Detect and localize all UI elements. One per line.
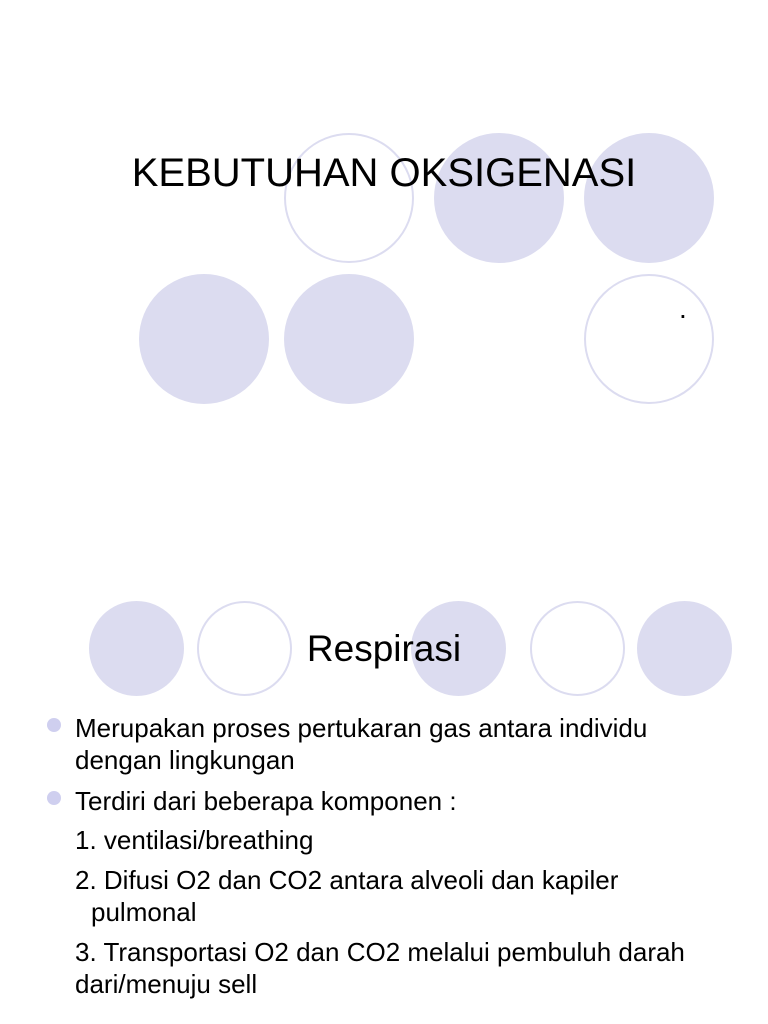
slide-subtitle: . xyxy=(679,293,687,324)
list-item xyxy=(75,824,715,856)
list-item-text: Terdiri dari beberapa komponen : xyxy=(75,786,457,816)
decor-circle-outline xyxy=(584,274,714,404)
list-item xyxy=(75,864,715,928)
decor-circle-filled xyxy=(284,274,414,404)
list-item-text-continued: pulmonal xyxy=(91,897,197,927)
list-item-text: Merupakan proses pertukaran gas antara individu dengan lingkungan xyxy=(75,713,648,775)
list-item xyxy=(75,785,715,817)
content-slide xyxy=(0,512,768,1024)
list-item-text: 3. Transportasi O2 dan CO2 melalui pembuluh darah dari/menuju sell xyxy=(75,937,685,999)
slide-title: KEBUTUHAN OKSIGENASI xyxy=(131,151,637,195)
slide-title: Respirasi xyxy=(306,628,462,669)
decor-circle-filled xyxy=(139,274,269,404)
list-item xyxy=(75,712,715,776)
bullet-dot-icon xyxy=(47,718,61,732)
list-item-text: 1. ventilasi/breathing xyxy=(75,825,314,855)
bullet-dot-icon xyxy=(47,791,61,805)
list-item-text: 2. Difusi O2 dan CO2 antara alveoli dan kapiler xyxy=(75,865,619,895)
list-item xyxy=(75,936,715,1000)
